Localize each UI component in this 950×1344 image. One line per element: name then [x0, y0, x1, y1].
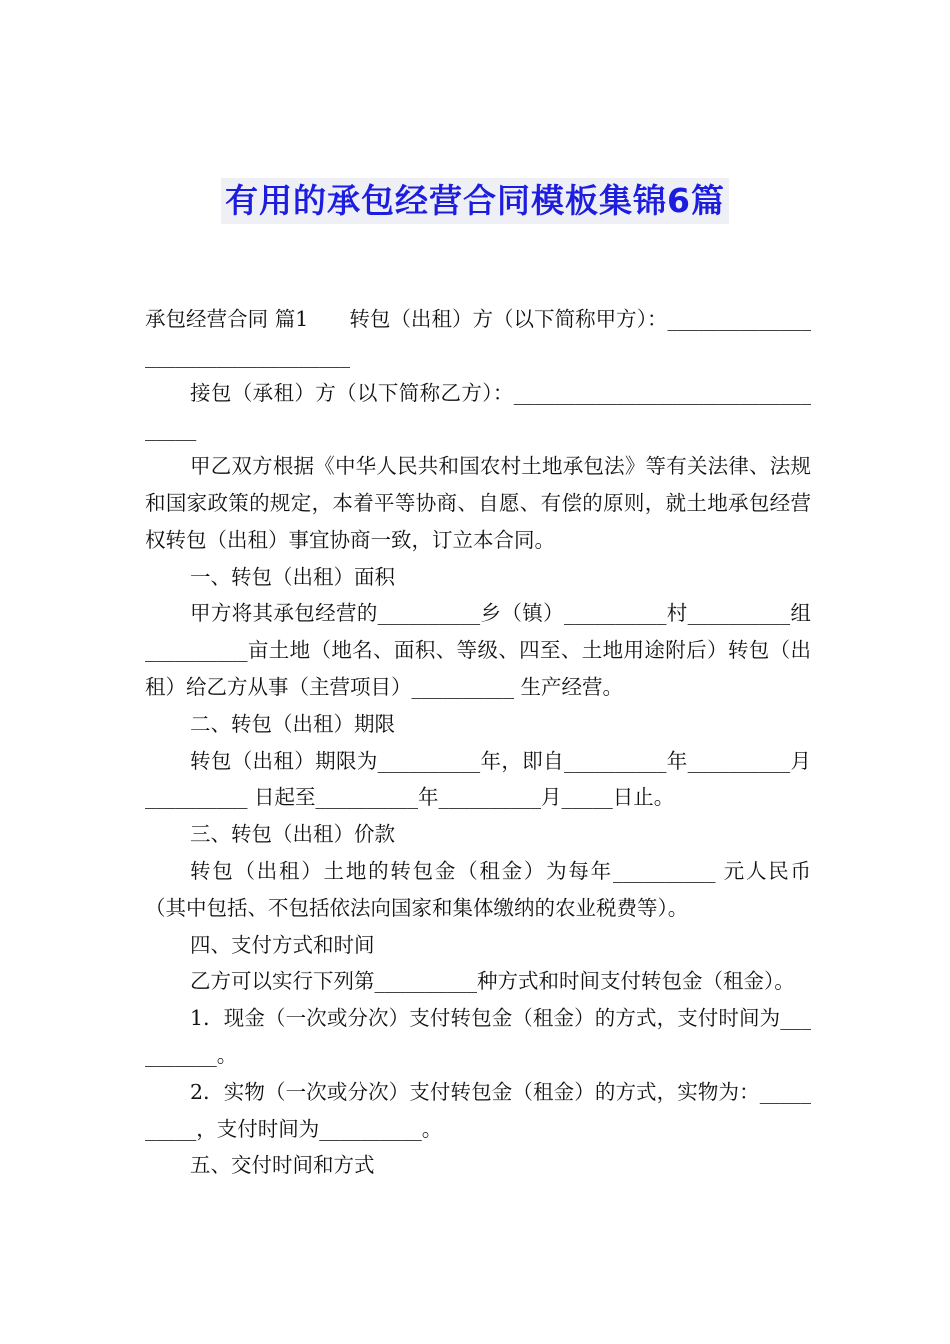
- document-body: [145, 301, 811, 1184]
- paragraph-term: 转包（出租）期限为__________年，即自__________年__________月__________ 日起至__________年__________月_____日止。: [145, 748, 811, 810]
- paragraph-payment-goods: 2．实物（一次或分次）支付转包金（租金）的方式，实物为：__________，支付时间为__________。: [145, 1079, 811, 1141]
- paragraph-area: 甲方将其承包经营的__________乡（镇）__________村__________组__________亩土地（地名、面积、等级、四至、土地用途附后）转包（出租）给乙方从事（主营项目）__________ 生产经营。: [145, 601, 811, 699]
- paragraph-preamble: 甲乙双方根据《中华人民共和国农村土地承包法》等有关法律、法规和国家政策的规定，本着平等协商、自愿、有偿的原则，就土地承包经营权转包（出租）事宜协商一致，订立本合同。: [145, 454, 811, 552]
- section-heading-2: 二、转包（出租）期限: [190, 711, 395, 736]
- paragraph-price: 转包（出租）土地的转包金（租金）为每年__________ 元人民币（其中包括、不包括依法向国家和集体缴纳的农业税费等）。: [145, 858, 811, 920]
- document-title-wrap: [0, 178, 950, 224]
- section-heading-3: 三、转包（出租）价款: [190, 822, 395, 847]
- section-heading-4: 四、支付方式和时间: [190, 932, 375, 957]
- paragraph-payment-cash: 1．现金（一次或分次）支付转包金（租金）的方式，支付时间为__________。: [145, 1006, 811, 1067]
- section-heading-5: 五、交付时间和方式: [190, 1153, 375, 1178]
- paragraph-party-b: 接包（承租）方（以下简称乙方）：__________________________________: [145, 380, 811, 442]
- paragraph-party-a: 承包经营合同 篇1 转包（出租）方（以下简称甲方）：__________________________________: [145, 307, 811, 368]
- document-title: 有用的承包经营合同模板集锦6篇: [221, 178, 729, 224]
- section-heading-1: 一、转包（出租）面积: [190, 564, 395, 589]
- paragraph-payment: 乙方可以实行下列第__________种方式和时间支付转包金（租金）。: [190, 969, 795, 994]
